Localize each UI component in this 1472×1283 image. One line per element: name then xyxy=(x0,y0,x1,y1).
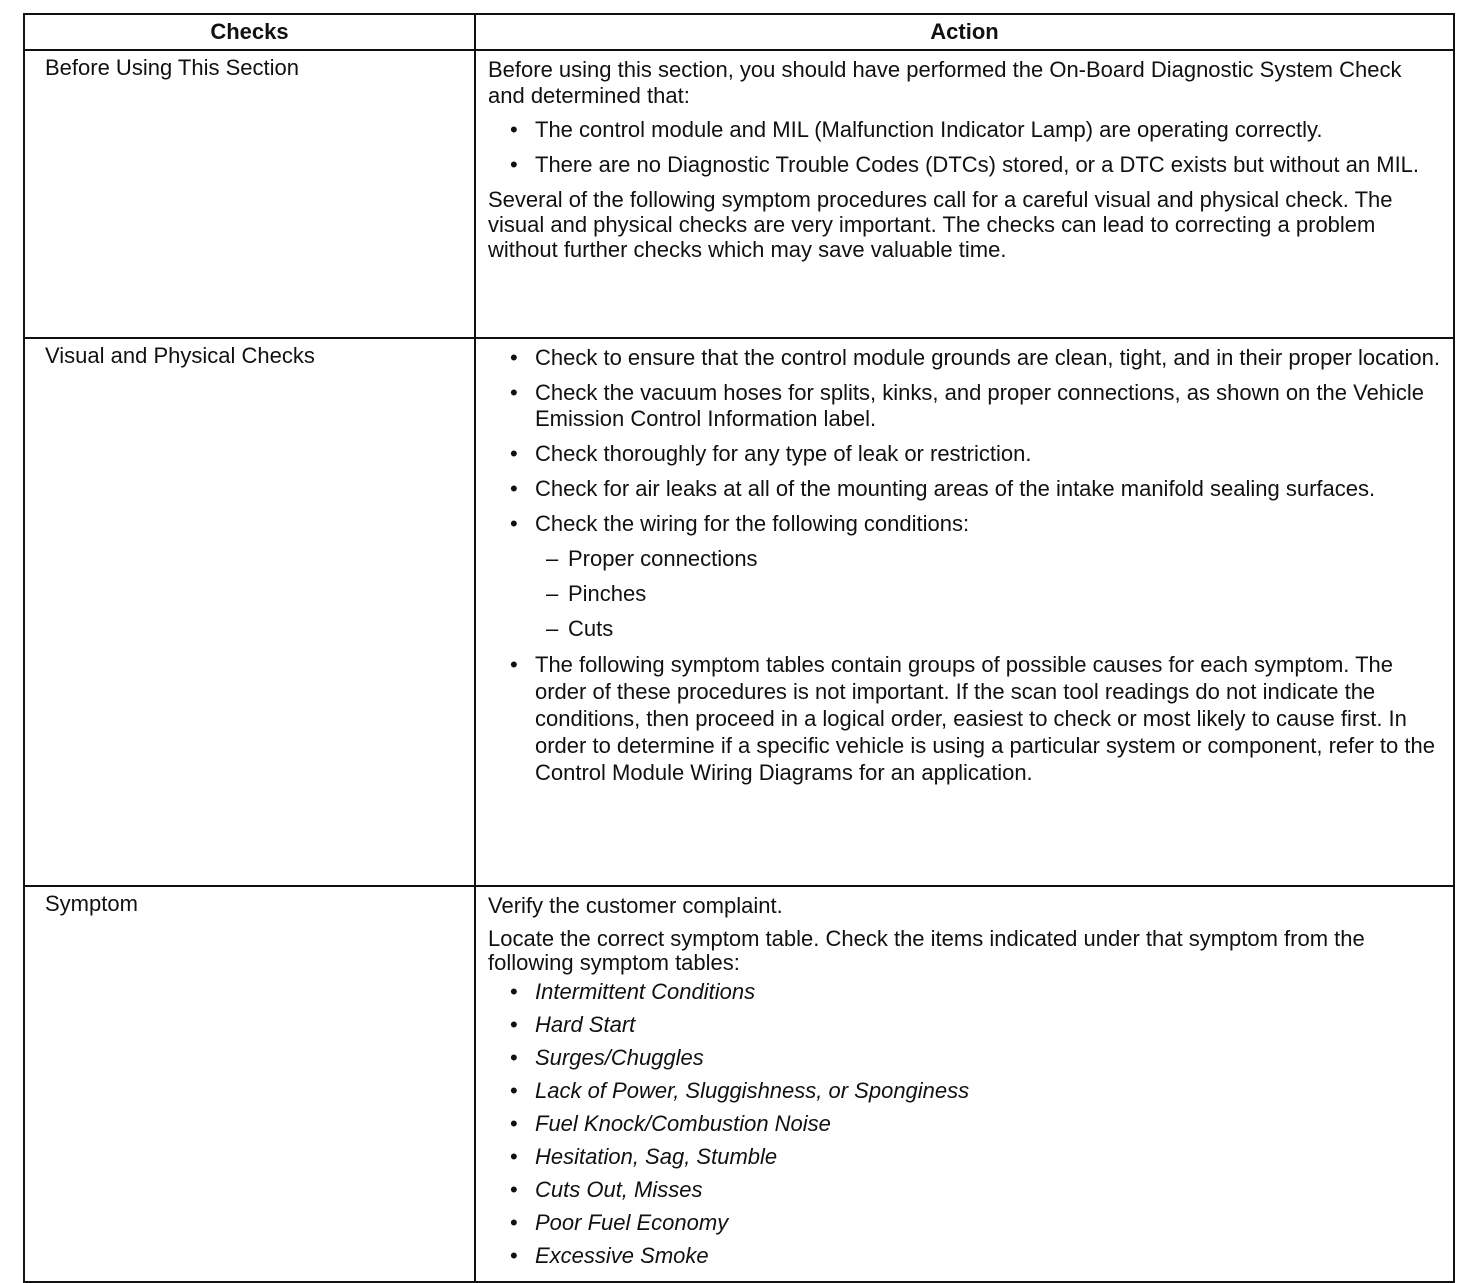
dash-marker: – xyxy=(546,546,559,571)
list-item xyxy=(488,117,1443,143)
symptom-table-name: Hard Start xyxy=(535,1012,636,1037)
symptom-table-name: Excessive Smoke xyxy=(535,1243,709,1268)
bullet-marker: • xyxy=(510,476,518,501)
bullet-text: There are no Diagnostic Trouble Codes (DTCs) stored, or a DTC exists but without an MIL. xyxy=(535,152,1420,177)
header-row xyxy=(24,14,1454,50)
before-bullet-list xyxy=(488,117,1443,178)
bullet-marker: • xyxy=(510,380,518,405)
bullet-text: Check thoroughly for any type of leak or restriction. xyxy=(535,441,1032,466)
checks-action-table xyxy=(23,13,1455,1283)
symptom-para-2: Locate the correct symptom table. Check the items indicated under that symptom from the following symptom tables: xyxy=(488,926,1365,975)
list-item xyxy=(488,1045,1443,1071)
bullet-marker: • xyxy=(510,511,518,536)
list-item xyxy=(488,979,1443,1005)
header-action: Action xyxy=(475,14,1454,50)
bullet-text: Check for air leaks at all of the mounting areas of the intake manifold sealing surfaces. xyxy=(535,476,1376,501)
bullet-marker: • xyxy=(510,1144,518,1169)
bullet-text: Check the vacuum hoses for splits, kinks, and proper connections, as shown on the Vehicle Emission Control Information label. xyxy=(535,380,1425,431)
symptom-table-name: Fuel Knock/Combustion Noise xyxy=(535,1111,831,1136)
list-item xyxy=(488,651,1443,786)
list-item xyxy=(488,380,1443,432)
list-item xyxy=(488,1012,1443,1038)
symptom-table-name: Intermittent Conditions xyxy=(535,979,756,1004)
check-cell-symptom: Symptom xyxy=(24,886,475,1282)
list-item xyxy=(488,1243,1443,1269)
action-cell-symptom xyxy=(475,886,1454,1282)
bullet-marker: • xyxy=(510,1210,518,1235)
bullet-marker: • xyxy=(510,117,518,142)
list-item xyxy=(488,441,1443,467)
list-item xyxy=(488,476,1443,502)
list-item xyxy=(535,616,1443,642)
bullet-marker: • xyxy=(510,1012,518,1037)
bullet-marker: • xyxy=(510,1078,518,1103)
list-item xyxy=(488,345,1443,371)
sub-item-text: Proper connections xyxy=(568,546,758,571)
bullet-marker: • xyxy=(510,652,518,677)
table-row xyxy=(24,886,1454,1282)
bullet-marker: • xyxy=(510,152,518,177)
before-intro: Before using this section, you should have performed the On-Board Diagnostic System Check and determined that: xyxy=(488,57,1402,108)
bullet-text: Check to ensure that the control module grounds are clean, tight, and in their proper location. xyxy=(535,345,1440,370)
bullet-marker: • xyxy=(510,1111,518,1136)
sub-item-text: Pinches xyxy=(568,581,647,606)
action-cell-visual xyxy=(475,338,1454,886)
list-item xyxy=(488,1177,1443,1203)
header-checks: Checks xyxy=(24,14,475,50)
bullet-marker: • xyxy=(510,1045,518,1070)
symptom-table-name: Hesitation, Sag, Stumble xyxy=(535,1144,778,1169)
bullet-marker: • xyxy=(510,345,518,370)
bullet-marker: • xyxy=(510,1177,518,1202)
symptom-table-name: Surges/Chuggles xyxy=(535,1045,704,1070)
sub-item-text: Cuts xyxy=(568,616,614,641)
bullet-marker: • xyxy=(510,441,518,466)
list-item xyxy=(535,581,1443,607)
list-item xyxy=(488,1144,1443,1170)
bullet-text: Check the wiring for the following conditions: xyxy=(535,511,970,536)
list-item xyxy=(488,152,1443,178)
visual-bullet-list xyxy=(488,345,1443,786)
list-item xyxy=(488,1111,1443,1137)
bullet-marker: • xyxy=(510,1243,518,1268)
list-item xyxy=(488,511,1443,642)
bullet-marker: • xyxy=(510,979,518,1004)
check-cell-visual: Visual and Physical Checks xyxy=(24,338,475,886)
symptom-table-name: Lack of Power, Sluggishness, or Sponginess xyxy=(535,1078,970,1103)
before-outro: Several of the following symptom procedures call for a careful visual and physical check. The visual and physical checks are very important. The checks can lead to correcting a problem without further checks which may save valuable time. xyxy=(488,187,1393,262)
symptom-table-list xyxy=(488,979,1443,1269)
bullet-text: The control module and MIL (Malfunction Indicator Lamp) are operating correctly. xyxy=(535,117,1323,142)
symptom-para-1: Verify the customer complaint. xyxy=(488,893,783,918)
wiring-conditions-list xyxy=(535,546,1443,642)
table-row xyxy=(24,50,1454,338)
symptom-table-name: Poor Fuel Economy xyxy=(535,1210,729,1235)
check-cell-before: Before Using This Section xyxy=(24,50,475,338)
table-row xyxy=(24,338,1454,886)
bullet-text: The following symptom tables contain groups of possible causes for each symptom. The order of these procedures is not important. If the scan tool readings do not indicate the conditions, then proceed in a logical order, easiest to check or most likely to cause first. In order to determine if a specific vehicle is using a particular system or component, refer to the Control Module Wiring Diagrams for an application. xyxy=(535,652,1435,785)
symptom-table-name: Cuts Out, Misses xyxy=(535,1177,703,1202)
action-cell-before xyxy=(475,50,1454,338)
list-item xyxy=(488,1210,1443,1236)
dash-marker: – xyxy=(546,616,559,641)
list-item xyxy=(488,1078,1443,1104)
dash-marker: – xyxy=(546,581,559,606)
list-item xyxy=(535,546,1443,572)
